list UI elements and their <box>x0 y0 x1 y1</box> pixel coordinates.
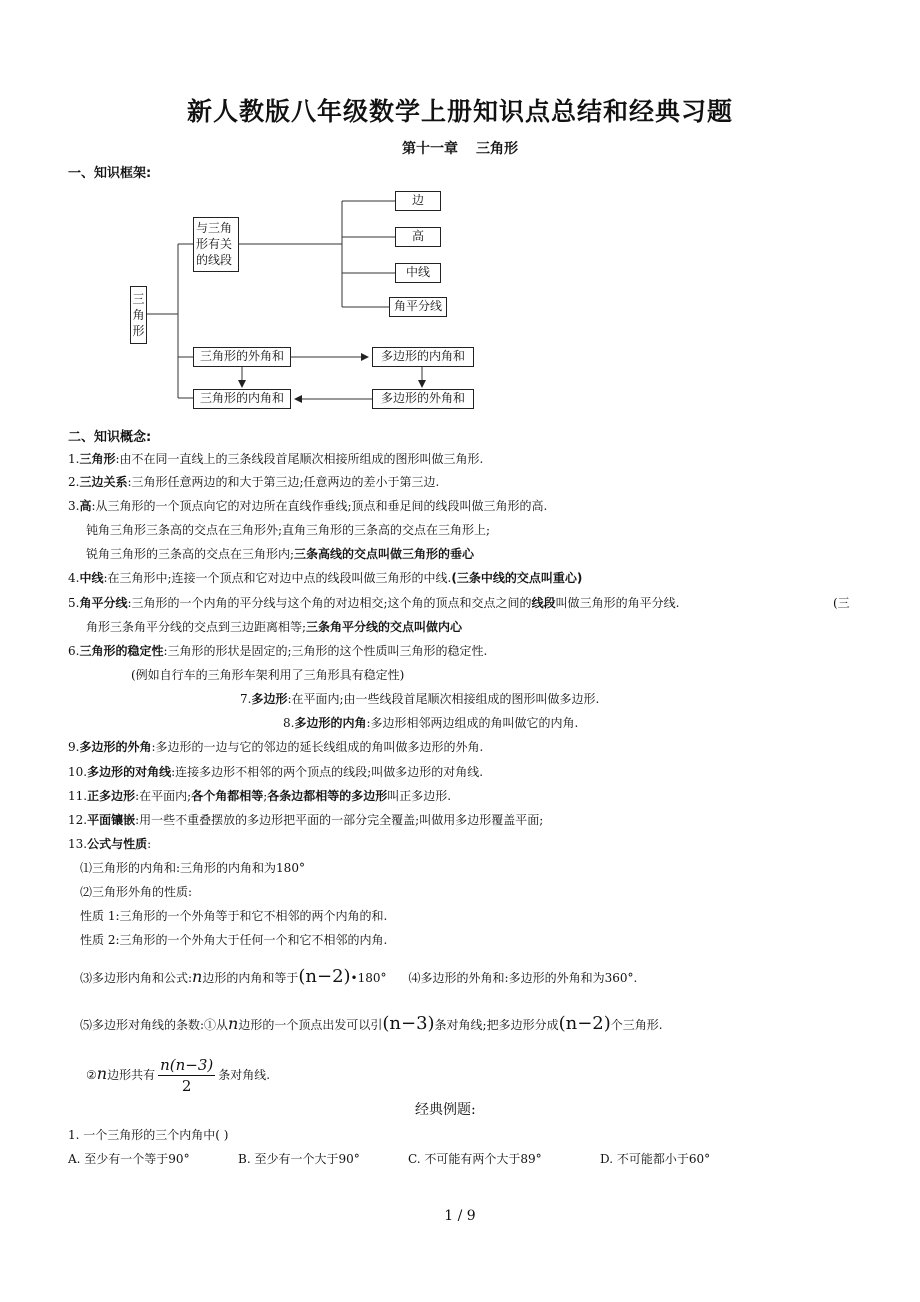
concept-10-term: 多边形的对角线 <box>87 765 172 779</box>
concept-3-obtuse: 钝角三角形三条高的交点在三角形外;直角三角形的三条高的交点在三角形上; <box>86 523 491 537</box>
concept-4-num: 4. <box>68 571 80 585</box>
root-char-3: 形 <box>132 324 145 338</box>
question-1-option-a: A. 至少有一个等于90° <box>68 1152 190 1166</box>
property-1: 性质 1:三角形的一个外角等于和它不相邻的两个内角的和. <box>80 909 388 923</box>
formula-6 <box>86 1052 270 1097</box>
formula-3-n: n <box>192 967 203 986</box>
concept-6-term: 三角形的稳定性 <box>79 644 164 658</box>
formula-5-tail: 个三角形. <box>610 1018 663 1032</box>
concept-12-term: 平面镶嵌 <box>87 813 136 827</box>
concept-9-text: :多边形的一边与它的邻边的延长线组成的角叫做多边形的外角. <box>151 740 484 754</box>
concept-4-text: :在三角形中;连接一个顶点和它对边中点的线段叫做三角形的中线. <box>103 571 452 585</box>
formula-2: ⑵三角形外角的性质: <box>80 885 193 899</box>
concept-7-num: 7. <box>240 692 252 706</box>
segments-line-2: 形有关 <box>196 237 233 251</box>
fraction-denominator: 2 <box>181 1077 192 1095</box>
concept-5-text-2: 叫做三角形的角平分线. <box>555 596 680 610</box>
root-char-2: 角 <box>132 308 145 322</box>
concept-5-incenter: 三条角平分线的交点叫做内心 <box>306 620 463 634</box>
formula-5-text-2: 条对角线;把多边形分成 <box>434 1018 559 1032</box>
question-1-stem: 1. 一个三角形的三个内角中( ) <box>68 1128 229 1142</box>
formula-5-n: n <box>228 1014 239 1033</box>
concept-1 <box>68 450 483 468</box>
question-1-option-b: B. 至少有一个大于90° <box>238 1152 360 1166</box>
question-1-option-c: C. 不可能有两个大于89° <box>408 1152 542 1166</box>
concept-9-num: 9. <box>68 740 80 754</box>
formula-1: ⑴三角形的内角和:三角形的内角和为180° <box>80 861 305 875</box>
concept-8-text: :多边形相邻两边组成的角叫做它的内角. <box>366 716 579 730</box>
concept-11-equal-angles: 各个角都相等 <box>191 789 264 803</box>
root-triangle-box <box>130 286 147 344</box>
concept-9-term: 多边形的外角 <box>79 740 152 754</box>
examples-heading: 经典例题: <box>415 1102 476 1118</box>
knowledge-framework-diagram <box>0 0 920 420</box>
concept-3-num: 3. <box>68 499 80 513</box>
chapter-number: 第十一章 <box>402 141 458 157</box>
concept-13 <box>68 835 151 853</box>
concept-7-text: :在平面内;由一些线段首尾顺次相接组成的图形叫做多边形. <box>287 692 600 706</box>
concept-13-term: 公式与性质 <box>87 837 148 851</box>
concept-13-text: : <box>147 837 152 851</box>
polygon-exterior-sum-box: 多边形的外角和 <box>372 389 474 409</box>
concept-5-term: 角平分线 <box>79 596 128 610</box>
interior-angle-sum-box: 三角形的内角和 <box>193 389 291 409</box>
angle-bisector-box: 角平分线 <box>389 297 447 317</box>
concept-6-text: :三角形的形状是固定的;三角形的这个性质叫三角形的稳定性. <box>163 644 488 658</box>
concept-3-acute-text: 锐角三角形的三条高的交点在三角形内; <box>86 547 295 561</box>
concept-3-term: 高 <box>79 499 92 513</box>
concept-4-centroid: (三条中线的交点叫重心) <box>451 571 583 585</box>
concept-3-acute <box>86 545 474 563</box>
concept-11-equal-sides: 各条边都相等的多边形 <box>267 789 388 803</box>
formula-5 <box>80 1012 663 1037</box>
concept-11-text: :在平面内; <box>135 789 192 803</box>
concept-5-cont-text: 角形三条角平分线的交点到三边距离相等; <box>86 620 307 634</box>
concept-8-num: 8. <box>283 716 295 730</box>
section-concepts-heading: 二、知识概念: <box>68 430 152 445</box>
formula-3-text: 边形的内角和等于 <box>202 971 299 985</box>
concept-8 <box>283 714 578 732</box>
formula-5-text: 边形的一个顶点出发可以引 <box>238 1018 383 1032</box>
concept-5-segment: 线段 <box>531 596 556 610</box>
question-1-option-d: D. 不可能都小于60° <box>600 1152 711 1166</box>
concept-1-term: 三角形 <box>79 452 116 466</box>
concept-11 <box>68 787 451 805</box>
concept-12-num: 12. <box>68 813 88 827</box>
formula-5-label: ⑸多边形对角线的条数:①从 <box>80 1018 229 1032</box>
concept-3-text: :从三角形的一个顶点向它的对边所在直线作垂线;顶点和垂足间的线段叫做三角形的高. <box>91 499 548 513</box>
diagonal-count-fraction <box>158 1055 215 1096</box>
formula-5-expr-1: (n−3) <box>382 1013 435 1034</box>
formula-3-label: ⑶多边形内角和公式: <box>80 971 193 985</box>
related-segments-box <box>193 217 239 272</box>
concept-3 <box>68 497 547 515</box>
fraction-numerator: n(n−3) <box>160 1056 214 1074</box>
root-char-1: 三 <box>132 292 145 306</box>
concept-5 <box>68 594 679 612</box>
concept-6 <box>68 642 487 660</box>
concept-5-tail: (三 <box>833 596 850 610</box>
concept-10 <box>68 763 483 781</box>
concept-6-example: (例如自行车的三角形车架利用了三角形具有稳定性) <box>131 668 405 682</box>
concept-12 <box>68 811 543 829</box>
concept-2 <box>68 473 439 491</box>
concept-6-num: 6. <box>68 644 80 658</box>
altitude-box: 高 <box>395 227 441 247</box>
page-indicator: 1 / 9 <box>444 1208 476 1224</box>
concept-12-text: :用一些不重叠摆放的多边形把平面的一部分完全覆盖;叫做用多边形覆盖平面; <box>135 813 544 827</box>
formula-6-label: ② <box>86 1068 97 1082</box>
concept-1-num: 1. <box>68 452 80 466</box>
concept-5-text: :三角形的一个内角的平分线与这个角的对边相交;这个角的顶点和交点之间的 <box>127 596 532 610</box>
formula-3-expr: (n−2) <box>298 966 351 987</box>
concept-4-term: 中线 <box>79 571 104 585</box>
concept-2-term: 三边关系 <box>79 475 128 489</box>
concept-10-num: 10. <box>68 765 88 779</box>
concept-4 <box>68 569 582 587</box>
segments-line-3: 的线段 <box>196 253 233 267</box>
concept-13-num: 13. <box>68 837 88 851</box>
formula-4: ⑷多边形的外角和:多边形的外角和为360°. <box>408 971 638 985</box>
concept-5-num: 5. <box>68 596 80 610</box>
concept-11-tail: 叫正多边形. <box>387 789 452 803</box>
formula-5-expr-2: (n−2) <box>558 1013 611 1034</box>
side-box: 边 <box>395 191 441 211</box>
concept-7 <box>240 690 599 708</box>
document-title: 新人教版八年级数学上册知识点总结和经典习题 <box>186 97 733 126</box>
formula-3 <box>80 965 637 990</box>
concept-11-term: 正多边形 <box>87 789 136 803</box>
formula-6-text: 边形共有 <box>107 1068 156 1082</box>
concept-7-term: 多边形 <box>251 692 288 706</box>
polygon-interior-sum-box: 多边形的内角和 <box>372 347 474 367</box>
exterior-angle-sum-box: 三角形的外角和 <box>193 347 291 367</box>
formula-6-n: n <box>96 1064 108 1083</box>
concept-8-term: 多边形的内角 <box>294 716 367 730</box>
concept-9 <box>68 738 483 756</box>
chapter-name: 三角形 <box>476 141 518 157</box>
concept-10-text: :连接多边形不相邻的两个顶点的线段;叫做多边形的对角线. <box>171 765 484 779</box>
formula-6-tail: 条对角线. <box>218 1068 271 1082</box>
concept-11-num: 11. <box>68 789 88 803</box>
concept-11-sep: ; <box>263 789 268 803</box>
formula-3-deg: •180° <box>350 971 387 985</box>
concept-5-cont <box>86 618 462 636</box>
concept-2-num: 2. <box>68 475 80 489</box>
median-box: 中线 <box>395 263 441 283</box>
concept-2-text: :三角形任意两边的和大于第三边;任意两边的差小于第三边. <box>127 475 440 489</box>
concept-1-text: :由不在同一直线上的三条线段首尾顺次相接所组成的图形叫做三角形. <box>115 452 484 466</box>
property-2: 性质 2:三角形的一个外角大于任何一个和它不相邻的内角. <box>80 933 388 947</box>
section-framework-heading: 一、知识框架: <box>68 166 152 181</box>
segments-line-1: 与三角 <box>196 221 233 235</box>
concept-3-orthocenter: 三条高线的交点叫做三角形的垂心 <box>294 547 475 561</box>
